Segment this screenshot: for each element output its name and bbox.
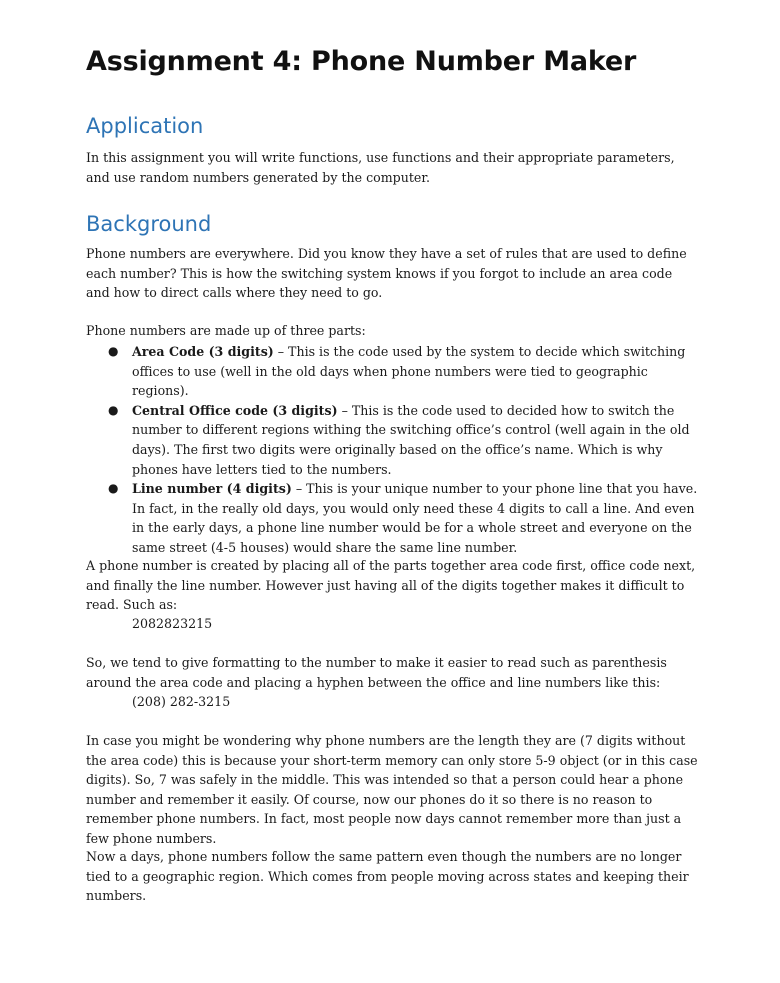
bullet-icon: ● — [108, 344, 119, 358]
closing-paragraph: Now a days, phone numbers follow the same pattern even though the numbers are no longer tied to a geographic region. Which comes from people moving across states and keeping their numbers. — [86, 849, 689, 904]
heading-background: Background — [86, 212, 212, 236]
document-title: Assignment 4: Phone Number Maker — [86, 46, 637, 77]
list-item-line-number — [86, 479, 698, 557]
combined-paragraph: A phone number is created by placing all of the parts together area code first, office code next, and finally the line number. However just having all of the digits together makes it difficult to read. Such as: — [86, 558, 696, 613]
formatted-phone-example: (208) 282-3215 — [132, 694, 231, 709]
heading-application: Application — [86, 114, 204, 138]
bullet-icon: ● — [108, 402, 119, 417]
memory-paragraph: In case you might be wondering why phone numbers are the length they are (7 digits without the area code) this is because your short-term memory can only store 5-9 object (or in this case digits). So, 7 was safely in the middle. This was intended so that a person could hear a phone number and remember it easily. Of course, now our phones do it so there is no reason to remember phone numbers. In fact, most people now days cannot remember more than just a few phone numbers. — [86, 733, 698, 846]
list-item-label: Line number (4 digits) — [132, 481, 292, 497]
list-item-text: – This is your unique number to your phone line that you have. In fact, in the really old days, you would only need these 4 digits to call a line. And even in the early days, a phone line number would be for a whole street and everyone on the same street (4-5 houses) would share the same line number. — [132, 481, 698, 555]
list-item-area-code — [86, 342, 698, 401]
background-intro-paragraph: Phone numbers are everywhere. Did you know they have a set of rules that are used to define each number? This is how the switching system knows if you forgot to include an area code and how to direct calls where they need to go. — [86, 246, 687, 301]
list-item-label: Area Code (3 digits) — [132, 344, 274, 359]
list-item-text: – This is the code used to decided how to switch the number to different regions withing the switching office’s control (well again in the old days). The first two digits were originally based on the office’s name. Which is why phones have letters tied to the numbers. — [132, 402, 690, 477]
phone-parts-list — [86, 342, 698, 558]
raw-phone-example: 2082823215 — [132, 616, 213, 631]
list-item-label: Central Office code (3 digits) — [132, 402, 338, 418]
list-item-central-office — [86, 401, 698, 479]
format-paragraph: So, we tend to give formatting to the number to make it easier to read such as parenthesis around the area code and placing a hyphen between the office and line numbers like this: — [86, 655, 667, 690]
list-item-text: – This is the code used by the system to decide which switching offices to use (well in the old days when phone numbers were tied to geographic regions). — [132, 344, 686, 399]
parts-intro-paragraph: Phone numbers are made up of three parts: — [86, 323, 366, 338]
bullet-icon: ● — [108, 481, 119, 496]
application-paragraph: In this assignment you will write functions, use functions and their appropriate parameters, and use random numbers generated by the computer. — [86, 150, 675, 185]
